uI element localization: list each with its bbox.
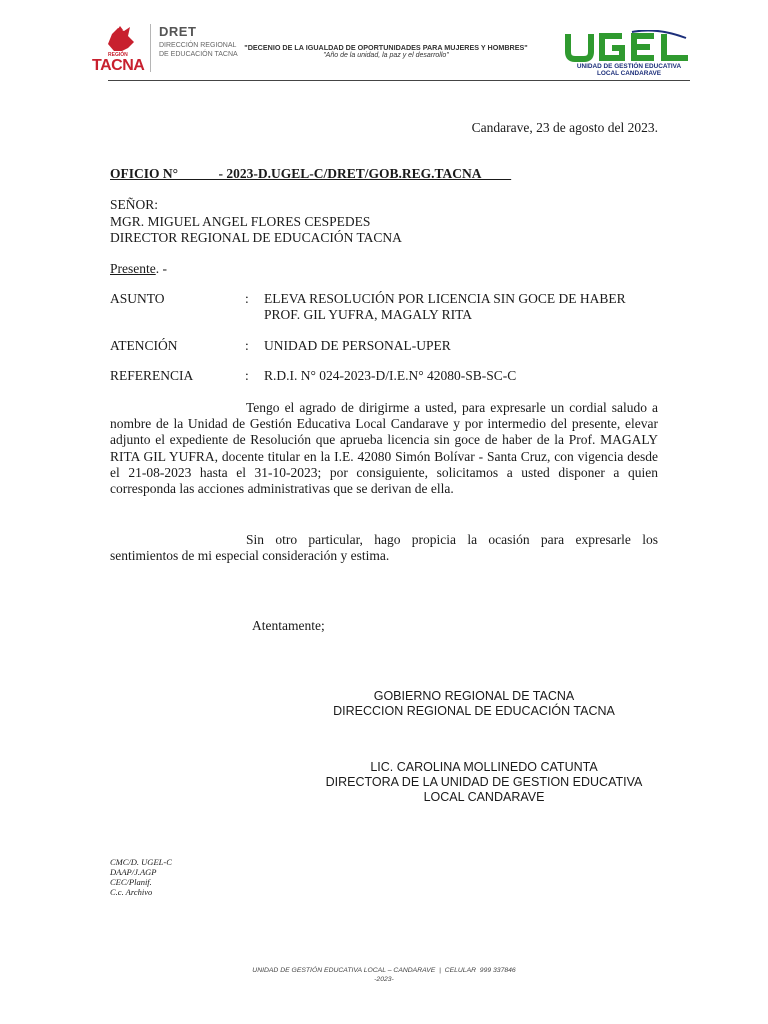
atencion-colon: : [245, 338, 249, 353]
signature-block-institution [200, 689, 748, 719]
region-name: TACNA [92, 57, 145, 74]
asunto-colon: : [245, 291, 249, 306]
ugel-subtitle-2: LOCAL CANDARAVE [596, 70, 662, 77]
letter-date: Candarave, 23 de agosto del 2023. [471, 120, 658, 135]
region-label: REGIÓN [108, 52, 128, 58]
dret-title: DRET [159, 24, 197, 39]
dret-subtitle-1: DIRECCIÓN REGIONAL [159, 42, 237, 49]
presente-suffix: . - [155, 261, 167, 276]
footer-contact: UNIDAD DE GESTIÓN EDUCATIVA LOCAL – CANDARAVE | CELULAR 999 337846 [252, 967, 516, 974]
institution-line-2: DIRECCION REGIONAL DE EDUCACIÓN TACNA [333, 704, 615, 718]
referencia-label: REFERENCIA [110, 368, 194, 383]
initials-line: C.c. Archivo [110, 887, 153, 897]
page-footer [110, 966, 658, 984]
asunto-label: ASUNTO [110, 291, 165, 306]
presente-line [110, 261, 167, 277]
oficio-number: OFICIO N° - 2023-D.UGEL-C/DRET/GOB.REG.TACNA [110, 166, 512, 181]
ugel-wordmark-icon [562, 30, 694, 64]
initials-line: DAAP/J.AGP [110, 867, 157, 877]
dret-block [150, 24, 238, 72]
referencia-colon: : [245, 368, 249, 383]
institution-line-1: GOBIERNO REGIONAL DE TACNA [373, 689, 575, 703]
decade-motto: "DECENIO DE LA IGUALDAD DE OPORTUNIDADES PARA MUJERES Y HOMBRES" [244, 43, 528, 52]
recipient-name: MGR. MIGUEL ANGEL FLORES CESPEDES [110, 214, 371, 229]
header-divider [108, 80, 690, 81]
body-paragraph-1: Tengo el agrado de dirigirme a usted, para expresarle un cordial saludo a nombre de la Unidad de Gestión Educativa Local Candarave y por intermedio del presente, elevar adjunto el expediente de Resolución que aprueba licencia sin goce de haber de la Prof. MAGALY RITA GIL YUFRA, docente titular en la I.E. 42080 Simón Bolívar - Santa Cruz, con vigencia desde el 21-08-2023 hasta el 31-10-2023; por consiguiente, solicitamos a usted disponer a quien corresponda las acciones administrativas que se derivan de ella. [110, 400, 658, 497]
region-tacna-logo [90, 22, 148, 76]
atencion-label: ATENCIÓN [110, 338, 178, 353]
year-motto: "Año de la unidad, la paz y el desarrollo" [323, 52, 449, 59]
atencion-value: UNIDAD DE PERSONAL-UPER [264, 338, 451, 353]
initials-line: CEC/Planif. [110, 877, 152, 887]
ugel-subtitle [560, 63, 698, 77]
ugel-subtitle-1: UNIDAD DE GESTIÓN EDUCATIVA [576, 63, 682, 70]
director-title-2: LOCAL CANDARAVE [423, 790, 545, 804]
referencia-value: R.D.I. N° 024-2023-D/I.E.N° 42080-SB-SC-C [264, 368, 517, 383]
director-title-1: DIRECTORA DE LA UNIDAD DE GESTION EDUCATIVA [325, 775, 643, 789]
director-name: LIC. CAROLINA MOLLINEDO CATUNTA [370, 760, 598, 774]
presente-text: Presente [110, 261, 156, 276]
reference-initials [110, 857, 172, 897]
asunto-value: ELEVA RESOLUCIÓN POR LICENCIA SIN GOCE DE HABER PROF. GIL YUFRA, MAGALY RITA [264, 291, 626, 322]
salutation: SEÑOR: [110, 197, 159, 212]
initials-line: CMC/D. UGEL-C [110, 857, 172, 867]
closing: Atentamente; [252, 618, 325, 633]
body-paragraph-2: Sin otro particular, hago propicia la ocasión para expresarle los sentimientos de mi especial consideración y estima. [110, 532, 658, 564]
footer-year: -2023- [374, 976, 394, 983]
dret-subtitle-2: DE EDUCACIÓN TACNA [159, 51, 238, 58]
recipient-title: DIRECTOR REGIONAL DE EDUCACIÓN TACNA [110, 230, 402, 245]
signature-block-director [210, 760, 758, 805]
